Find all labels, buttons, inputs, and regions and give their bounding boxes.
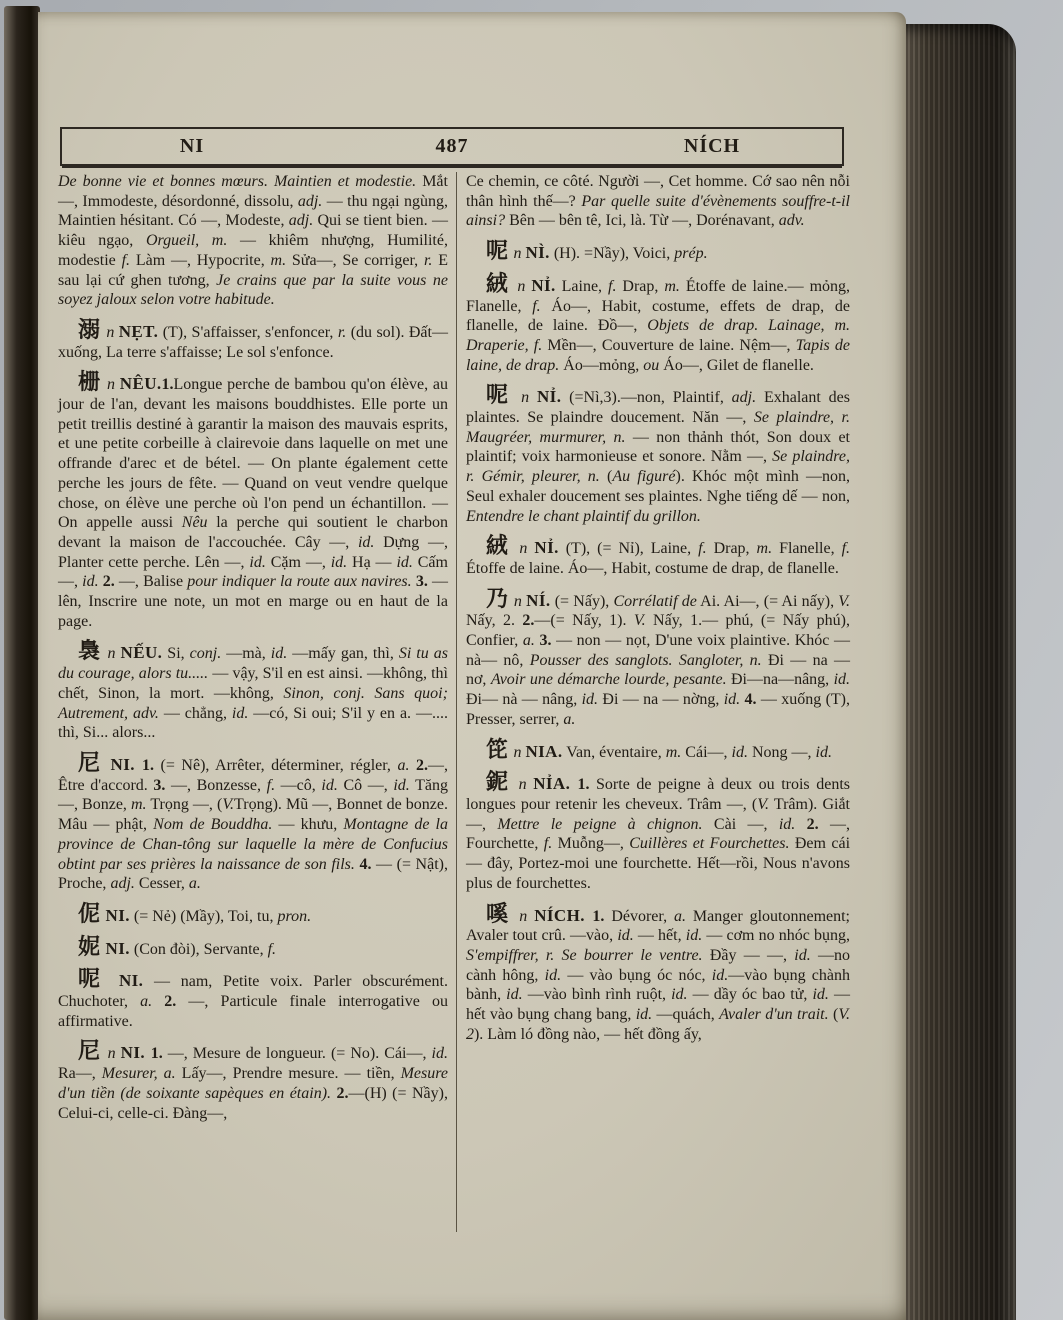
text-run: id. [581, 691, 599, 709]
text-run: a. [188, 875, 201, 893]
text-run: a. [563, 710, 576, 728]
text-run: n [107, 1045, 121, 1063]
text-run: a. [674, 907, 686, 925]
text-run: id. [778, 815, 796, 833]
text-run: — non thảnh thót, Son doux et plaintif; voix harmonieuse et sonore. Nằm —, [465, 428, 851, 466]
headword: NI. [120, 1043, 151, 1063]
text-run: —cô, [275, 776, 322, 794]
text-run: (T), S'affaisser, s'enfoncer, [158, 323, 338, 341]
nom-character: 呢 [78, 966, 119, 992]
nom-character: 鈮 [485, 769, 519, 795]
running-header [60, 127, 844, 166]
text-run: — non — nọt, D'une voix plaintive. Khóc —nà— nô, [465, 632, 851, 669]
text-run: Longue perche de bambou qu'on élève, au jour de l'an, devant les maisons bouddhistes. Elle porte un petit treillis destiné à garantir la maison des mauvais esprits, et une petite corbeille à clairevoie dans laquelle on met une offrande d'arec et de bétel. — On plante également cette perche les jours de fête. — Quand on veut vendre quelque chose, on élève une perche où l'on pend un échantillon. — On appelle aussi [58, 376, 448, 532]
text-run: f. [532, 297, 541, 315]
text-run: — khưu, [272, 816, 344, 834]
text-run: —(H) (= Nầy), Celui-ci, celle-ci. Đàng—, [58, 1084, 448, 1122]
book-binding-edge [4, 6, 40, 1320]
text-run: 4. [744, 691, 757, 709]
text-run: Cài —, [702, 815, 779, 833]
text-run: Trọng —, ( [146, 796, 223, 814]
text-run: V. [633, 612, 646, 630]
text-run: prép. [674, 245, 708, 263]
text-run: Se plaindre, r. Maugréer, murmurer, n. [465, 409, 850, 446]
text-run: Đi — na — nơ, [465, 651, 850, 689]
text-run: Lấy—, Prendre mesure. — tiền, [175, 1065, 401, 1083]
text-run: 2. [164, 993, 177, 1011]
text-run: f. [266, 776, 276, 794]
text-run: id. [731, 743, 748, 761]
headword: NI. [105, 905, 130, 925]
dictionary-paragraph [58, 968, 448, 1031]
text-run: n [517, 277, 532, 295]
text-run: Dévorer, [604, 907, 674, 925]
text-run: f. [841, 540, 851, 558]
text-run: Đi — na — nờng, [598, 691, 724, 709]
text-run: Ra—, [58, 1065, 102, 1083]
text-run: S'empiffrer, r. Se bourrer le ventre. [465, 946, 703, 964]
text-run: — xuống (T), Presser, serrer, [465, 691, 850, 728]
text-run: Objets de drap. Lainage, m. Draperie, f. [465, 317, 850, 354]
text-run: n [107, 376, 120, 394]
text-run: Avoir une démarche lourde, pesante. [490, 671, 727, 689]
text-run: De bonne vie et bonnes mœurs. Maintien et modestie. [58, 173, 417, 190]
text-run: id. [396, 553, 413, 571]
text-run: —, Être d'accord. [58, 756, 448, 794]
text-run: Đi—na—nâng, [726, 671, 834, 689]
text-run: —mà, [221, 645, 271, 663]
text-run: Áo—, Habit, costume, effets de drap, de flanelle, de laine. Đồ—, [465, 297, 851, 335]
text-run: id. [431, 1045, 448, 1063]
text-run: f. [543, 835, 553, 853]
text-run: m. [270, 251, 287, 269]
text-run: 3. [539, 632, 552, 650]
text-run: id. [833, 671, 851, 689]
text-run: — vào bụng óc nóc, [561, 966, 712, 984]
text-run: Avaler d'un trait. [719, 1006, 829, 1024]
text-run: id. [711, 966, 729, 984]
headword: NỈ. [534, 538, 559, 558]
text-run: id. [270, 645, 288, 663]
nom-character: 呢 [485, 238, 514, 264]
text-run: conj. [189, 645, 222, 663]
text-run: Flanelle, [772, 540, 842, 558]
text-run: 2. [522, 612, 535, 630]
text-run: Sorte de peigne à deux ou trois dents longues pour retenir les cheveux. Trâm —, ( [465, 776, 850, 813]
text-run: adj. [731, 389, 757, 407]
text-run: —no cành hông, [465, 946, 850, 984]
dictionary-paragraph [466, 240, 850, 264]
dictionary-paragraph [466, 384, 850, 526]
dictionary-paragraph [58, 640, 448, 743]
text-run: 1. [150, 1045, 163, 1063]
text-run: f. [267, 940, 277, 958]
dictionary-paragraph [466, 736, 850, 763]
dictionary-paragraph [58, 371, 448, 631]
text-run: Nong —, [747, 743, 816, 761]
dictionary-paragraph [58, 749, 448, 894]
text-run: Cái—, [681, 743, 732, 761]
nom-character: 妮 [78, 933, 106, 959]
text-run: — vậy, S'il en est ainsi. —không, thì chết, Sinon, la mort. —không, [58, 665, 448, 702]
text-run: Mesurer, a. [101, 1065, 176, 1083]
text-run: Đi— nà — nâng, [465, 691, 582, 709]
text-run: — (= Nật), Proche, [58, 855, 448, 893]
text-run: — hết vào bụng chang bang, [465, 986, 851, 1024]
text-run: Áo—mỏng, [559, 356, 644, 374]
dictionary-page [38, 12, 906, 1320]
text-run: — khiêm nhượng, Humilité, modestie [58, 232, 448, 269]
right-column [456, 172, 850, 1232]
text-run: Nom de Bouddha. [153, 816, 273, 834]
text-run: ( [599, 468, 613, 486]
text-run: Van, éventaire, [562, 743, 666, 761]
text-run: id. [671, 986, 688, 1004]
text-run: id. [685, 927, 703, 945]
text-run: Cặm —, [265, 553, 331, 571]
text-run: id. [635, 1006, 653, 1024]
text-run: Je crains que par la suite vous ne soyez jaloux selon votre habitude. [58, 271, 448, 309]
text-run: a. [397, 756, 410, 774]
text-run: Nêu [181, 514, 208, 532]
headword: NÊU. [119, 374, 162, 394]
text-run: (= Nê), Arrêter, déterminer, régler, [154, 756, 398, 774]
text-run: (T), (= Nỉ), Laine, [558, 540, 699, 558]
text-run: Tăng —, Bonze, [58, 776, 448, 814]
text-run: —, Fourchette, [465, 815, 851, 853]
text-run: Par quelle suite d'évènements souffre-t-il ainsi? [465, 192, 851, 230]
text-run: — cơm no nhóc bụng, [702, 927, 851, 945]
text-run: Entendre le chant plaintif du grillon. [465, 507, 701, 525]
text-run: (Con đòi), Servante, [129, 940, 268, 958]
text-run: Se plaindre, r. Gémir, pleurer, n. [465, 448, 850, 486]
nom-character: 伲 [78, 900, 106, 926]
text-run: r. [423, 251, 433, 269]
text-run: — dầy óc bao tử, [687, 986, 813, 1004]
text-run: id. [812, 986, 829, 1004]
text-run: — nam, Petite voix. Parler obscurément. Chuchoter, [58, 973, 448, 1011]
text-run: n [519, 540, 535, 558]
text-run: (= Nấy), [550, 592, 614, 610]
text-run: id. [330, 553, 348, 571]
text-run: Mắt —, Immodeste, désordonné, dissolu, [58, 173, 448, 210]
text-run: Corrélatif de [613, 592, 697, 610]
text-run: Qui se tient bien. — kiêu ngạo, [58, 212, 448, 250]
headword: NIA. [525, 741, 563, 761]
text-run: 2. [336, 1084, 349, 1102]
dictionary-paragraph [58, 172, 448, 310]
text-run: (H). =Nầy), Voici, [549, 245, 675, 263]
text-run: Manger gloutonnement; Avaler tout crû. —vào, [465, 907, 850, 945]
text-run: f. [698, 540, 707, 558]
text-run: n [521, 389, 537, 407]
text-run: Trâm). Giắt —, [465, 795, 851, 833]
text-run: Cấm —, [58, 553, 448, 591]
text-run: id. [82, 573, 99, 591]
text-run: n [106, 323, 119, 341]
text-run: Muỗng—, [552, 835, 630, 853]
text-run: 3. [153, 776, 166, 794]
dictionary-paragraph [466, 172, 850, 231]
text-run: Mesure d'un tiền (de soixante sapèques en étain). [58, 1065, 448, 1102]
text-run: —mấy gan, thì, [287, 645, 399, 663]
text-run: Cesser, [134, 875, 189, 893]
headword: NỈA. [533, 774, 578, 794]
text-run: r. [337, 323, 347, 341]
page-stack-fore-edge [898, 24, 1016, 1320]
page-number: 487 [435, 135, 469, 157]
text-run: — chẳng, [158, 704, 232, 722]
text-run: 1. [592, 907, 605, 925]
text-run: la perche qui soutient le charbon devant la maison de l'accouchée. Cây —, [58, 514, 448, 551]
text-run: pour indiquer la route aux navires. [187, 573, 412, 591]
text-run: Cuillères et Fourchettes. [629, 835, 790, 853]
text-run: V. [757, 795, 769, 813]
dictionary-paragraph [465, 270, 851, 376]
text-run: Drap, [616, 277, 665, 295]
text-run: 2. [102, 573, 115, 591]
left-column [58, 172, 456, 1232]
text-run: Áo—, Gilet de flanelle. [659, 356, 814, 374]
text-run: m. [131, 796, 147, 814]
headword: NI. [110, 754, 143, 774]
text-run: f. [121, 251, 131, 269]
headword: NÍCH. [534, 905, 593, 925]
text-run: Montagne de la province de Chan-tông sur laquelle la mère de Confucius obtint par ses prières la naissance de son fils. [58, 816, 448, 873]
text-run: Au figuré [612, 468, 676, 486]
text-run: m. [756, 540, 773, 558]
nom-character: 溺 [78, 316, 107, 342]
text-run: Drap, [706, 540, 757, 558]
text-run [152, 993, 164, 1010]
text-run: adj. [288, 212, 314, 230]
text-run: Dựng —, Planter cette perche. Lên —, [58, 533, 448, 571]
text-run: id. [357, 533, 375, 551]
dictionary-paragraph [58, 316, 448, 362]
text-run: Mền—, Couverture de laine. Nệm—, [542, 336, 796, 354]
text-run: Trọng). Mũ —, Bonnet de bonze. Mâu — phật, [58, 796, 448, 834]
text-run: 3. [415, 573, 428, 591]
text-run: Ce chemin, ce côté. Người —, Cet homme. Cớ sao nên nỗi thân hình thế—? [465, 173, 850, 210]
dictionary-paragraph [465, 585, 851, 730]
nom-character: 絨 [485, 533, 520, 559]
text-run: id. [231, 704, 249, 722]
text-run: f. [608, 277, 617, 295]
text-run: Laine, [555, 277, 608, 295]
text-run: adj. [110, 875, 135, 893]
text-run: n [518, 776, 534, 794]
dictionary-paragraph [465, 900, 851, 1045]
text-run: Étoffe de laine.— mỏng, Flanelle, [465, 277, 851, 315]
nom-character: 裊 [78, 638, 108, 664]
text-run: 2. [415, 756, 428, 774]
dictionary-paragraph [58, 1040, 448, 1123]
text-run: —vào bụng chành bành, [465, 966, 850, 1004]
text-run: 4. [359, 855, 372, 873]
text-run: — lên, Inscrire une note, un mot en marge ou en haut de la page. [58, 573, 448, 630]
headword: NỈ. [537, 387, 562, 407]
text-run: ou [643, 356, 660, 374]
text-run: Pousser des sanglots. Sangloter, n. [529, 651, 762, 669]
nom-character: 尼 [78, 749, 111, 775]
text-run: Sửa—, Se corriger, [286, 251, 424, 269]
text-run: a. [140, 993, 153, 1011]
text-run: pron. [277, 907, 312, 925]
text-run: n [513, 743, 526, 761]
text-run: id. [506, 986, 523, 1004]
header-right-word: NÍCH [683, 135, 741, 157]
nom-character: 絨 [485, 270, 518, 296]
text-run: Ai. Ai—, (= Ai nấy), [696, 592, 839, 610]
text-run: n [513, 592, 527, 610]
headword: NỈ. [531, 275, 556, 295]
text-run: m. [664, 277, 680, 295]
text-run: —, Particule finale interrogative ou affirmative. [58, 993, 448, 1030]
header-left-word: NI [179, 135, 205, 157]
text-run: — hết, [633, 927, 686, 945]
text-run: Étoffe de laine. Áo—, Habit, costume de drap, de flanelle. [465, 559, 839, 577]
text-run: (du sol). Đất—xuống, La terre s'affaisse; Le sol s'enfonce. [58, 323, 448, 361]
text-run: id. [617, 927, 634, 945]
dictionary-paragraph [58, 933, 448, 960]
nom-character: 嗘 [485, 900, 520, 926]
text-run: Bên — bên tê, Ici, là. Từ —, Dorénavant, [505, 212, 779, 230]
text-run: 1. [577, 776, 590, 794]
headword: NÍ. [526, 590, 551, 610]
dictionary-paragraph [466, 535, 850, 578]
text-run: Làm —, Hypocrite, [130, 251, 271, 269]
text-run: Tapis de laine, de drap. [465, 336, 850, 374]
text-run: ( [828, 1006, 839, 1024]
nom-character: 笓 [485, 736, 514, 762]
text-run: 1. [142, 756, 155, 774]
text-run: n [519, 907, 535, 925]
text-run: adv. [778, 212, 805, 230]
dictionary-paragraph [466, 771, 850, 893]
headword: NẸT. [118, 321, 159, 341]
text-run: —quách, [652, 1006, 720, 1024]
headword: NI. [118, 971, 144, 991]
text-run: —có, Si oui; S'il y en a. —.... thì, Si... alors... [58, 704, 448, 742]
text-run: Si, [162, 645, 190, 663]
text-run: (=Nì,3).—non, Plaintif, [561, 389, 732, 407]
headword: NẾU. [120, 643, 163, 663]
text-run: id. [249, 553, 266, 571]
text-run: adj. [297, 192, 323, 210]
text-run: Mettre le peigne à chignon. [497, 815, 703, 833]
text-run: Nấy, 2. [465, 612, 523, 630]
nom-character: 栅 [78, 369, 108, 395]
text-run: V. [222, 796, 235, 814]
text-run: (= Nẻ) (Mầy), Toi, tu, [129, 907, 278, 925]
text-run: ). Làm ló đồng nào, — hết đồng ấy, [473, 1025, 702, 1043]
text-run: id. [794, 946, 811, 964]
text-run: V. [838, 592, 851, 610]
text-run: Exhalant des plaintes. Se plaindre doucement. Năn —, [465, 389, 850, 427]
text-run: Cô —, [337, 776, 394, 794]
text-run: Hạ — [347, 553, 397, 571]
text-run: n [107, 645, 121, 663]
text-area [58, 172, 850, 1232]
text-run: id. [321, 776, 338, 794]
text-run: id. [393, 776, 410, 794]
nom-character: 呢 [485, 382, 522, 408]
text-run: —(= Nấy, 1). [534, 612, 634, 630]
nom-character: 尼 [78, 1038, 108, 1064]
text-run: Đem cái — đây, Portez-moi une fourchette. Hết—rồi, Nous n'avons plus de fourchettes. [465, 835, 851, 892]
text-run: Nấy, 1.— phú, (= Nấy phú), Confier, [465, 612, 851, 650]
text-run: V. 2 [465, 1006, 851, 1043]
text-run: Si tu as du courage, alors tu..... [58, 645, 448, 683]
text-run: —, Balise [114, 573, 188, 591]
text-run: —, Mesure de longueur. (= No). Cái—, [162, 1045, 432, 1063]
text-run: ). Khóc một mình —non, Seul exhaler doucement ses plaintes. Nghe tiếng dế — non, [465, 468, 851, 505]
text-run: —vào bình rình ruột, [522, 986, 672, 1004]
text-run: id. [544, 966, 562, 984]
text-run: Orgueil, m. [145, 232, 228, 250]
text-run: n [513, 245, 526, 263]
text-run: id. [723, 691, 741, 709]
text-run: a. [522, 632, 535, 650]
text-run: — thu ngại ngùng, Maintien hésitant. Có —, Modeste, [58, 192, 448, 230]
text-run: Sinon, conj. Sans quoi; Autrement, adv. [58, 684, 448, 722]
text-run: id. [815, 743, 832, 761]
text-run: —, Bonzesse, [165, 776, 267, 794]
text-run: Đầy — —, [702, 946, 795, 964]
headword: NÌ. [525, 243, 550, 263]
text-run: m. [665, 743, 682, 761]
text-run: 1. [161, 376, 174, 394]
headword: NI. [105, 938, 130, 958]
text-run: 2. [806, 815, 819, 833]
dictionary-paragraph [58, 900, 448, 927]
text-run [795, 816, 806, 833]
text-run: E sau lại cứ ghen tương, [58, 251, 448, 289]
nom-character: 乃 [485, 585, 514, 611]
